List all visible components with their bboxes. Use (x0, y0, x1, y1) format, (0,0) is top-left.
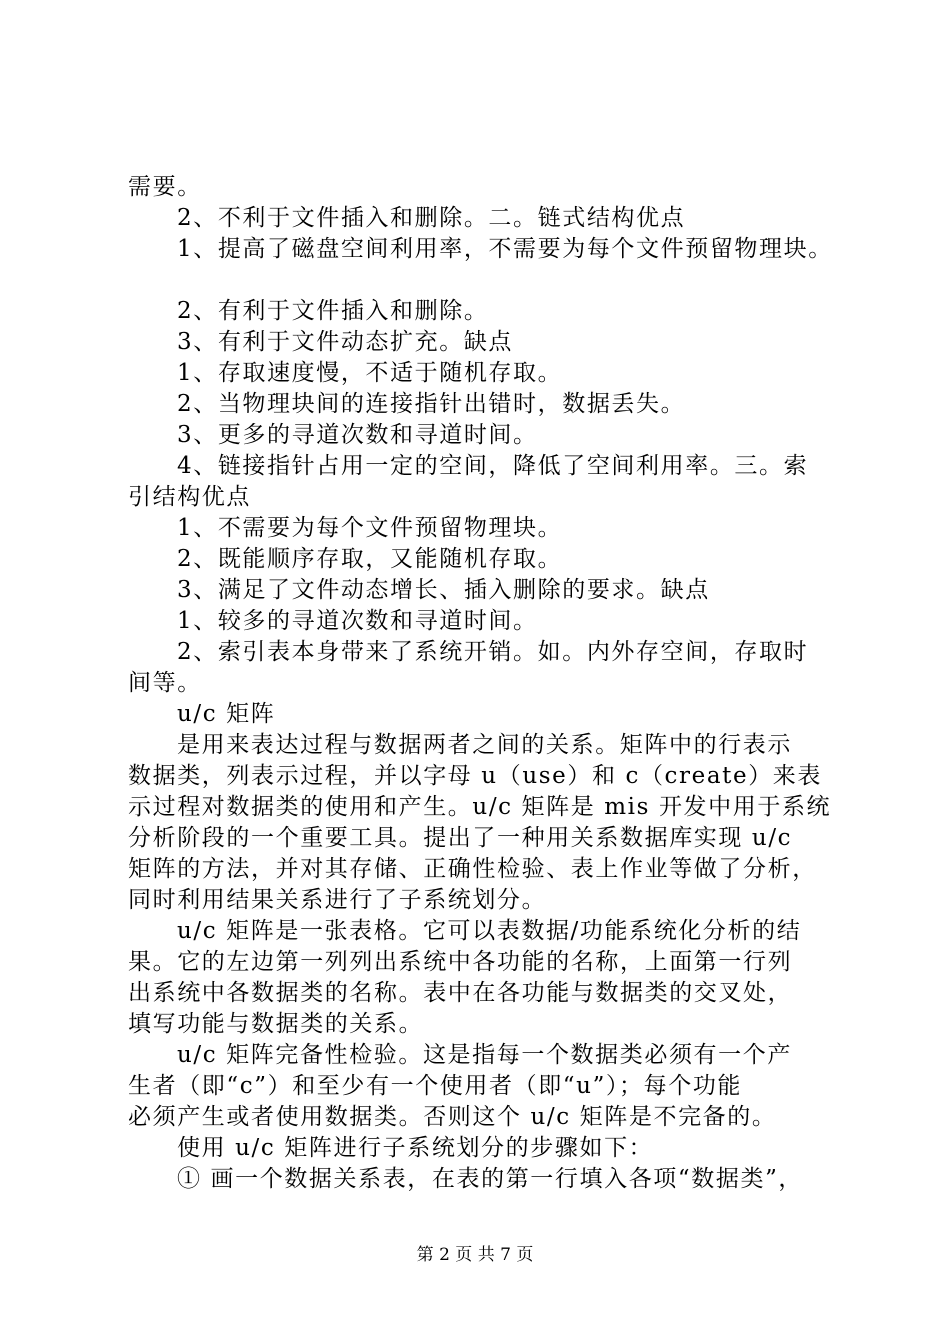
text-line: u/c 矩阵完备性检验。这是指每一个数据类必须有一个产 (177, 1042, 792, 1068)
text-line: 2、有利于文件插入和删除。 (177, 298, 489, 324)
text-line: 填写功能与数据类的关系。 (128, 1011, 424, 1037)
text-line: 示过程对数据类的使用和产生。u/c 矩阵是 mis 开发中用于系统 (128, 794, 832, 820)
text-line: 必须产生或者使用数据类。否则这个 u/c 矩阵是不完备的。 (128, 1104, 777, 1130)
text-line: 1、存取速度慢，不适于随机存取。 (177, 360, 563, 386)
text-line: 生者（即“c”）和至少有一个使用者（即“u”）；每个功能 (128, 1073, 743, 1099)
text-line: 出系统中各数据类的名称。表中在各功能与数据类的交叉处， (128, 980, 793, 1006)
text-line: 1、较多的寻道次数和寻道时间。 (177, 608, 538, 634)
paragraph-gap (128, 265, 840, 296)
text-line: 间等。 (128, 670, 202, 696)
text-line: 果。它的左边第一列列出系统中各功能的名称，上面第一行列 (128, 949, 793, 975)
text-line: 同时利用结果关系进行了子系统划分。 (128, 887, 547, 913)
text-line: 2、既能顺序存取，又能随机存取。 (177, 546, 563, 572)
text-line: 2、当物理块间的连接指针出错时，数据丢失。 (177, 391, 686, 417)
text-line: 3、有利于文件动态扩充。缺点 (177, 329, 514, 355)
text-line: 3、更多的寻道次数和寻道时间。 (177, 422, 538, 448)
page-footer: 第 2 页 共 7 页 (416, 1245, 534, 1265)
document-body (128, 172, 840, 1195)
text-line: 3、满足了文件动态增长、插入删除的要求。缺点 (177, 577, 710, 603)
text-line: 2、索引表本身带来了系统开销。如。内外存空间，存取时 (177, 639, 809, 665)
text-line: ① 画一个数据关系表，在表的第一行填入各项“数据类”， (177, 1166, 804, 1192)
text-line: 是用来表达过程与数据两者之间的关系。矩阵中的行表示 (177, 732, 792, 758)
text-line: 4、链接指针占用一定的空间，降低了空间利用率。三。索 (177, 453, 809, 479)
text-line: 1、不需要为每个文件预留物理块。 (177, 515, 563, 541)
section-heading: u/c 矩阵 (177, 701, 276, 727)
text-line: 数据类，列表示过程，并以字母 u（use）和 c（create）来表 (128, 763, 822, 789)
text-line: 引结构优点 (128, 484, 251, 510)
text-line: 需要。 (128, 174, 202, 200)
text-line: 使用 u/c 矩阵进行子系统划分的步骤如下： (177, 1135, 654, 1161)
text-line: 分析阶段的一个重要工具。提出了一种用关系数据库实现 u/c (128, 825, 793, 851)
text-line: 矩阵的方法，并对其存储、正确性检验、表上作业等做了分析， (128, 856, 817, 882)
text-line: 1、提高了磁盘空间利用率，不需要为每个文件预留物理块。 (177, 236, 833, 262)
text-line: 2、不利于文件插入和删除。二。链式结构优点 (177, 205, 686, 231)
text-line: u/c 矩阵是一张表格。它可以表数据/功能系统化分析的结 (177, 918, 802, 944)
